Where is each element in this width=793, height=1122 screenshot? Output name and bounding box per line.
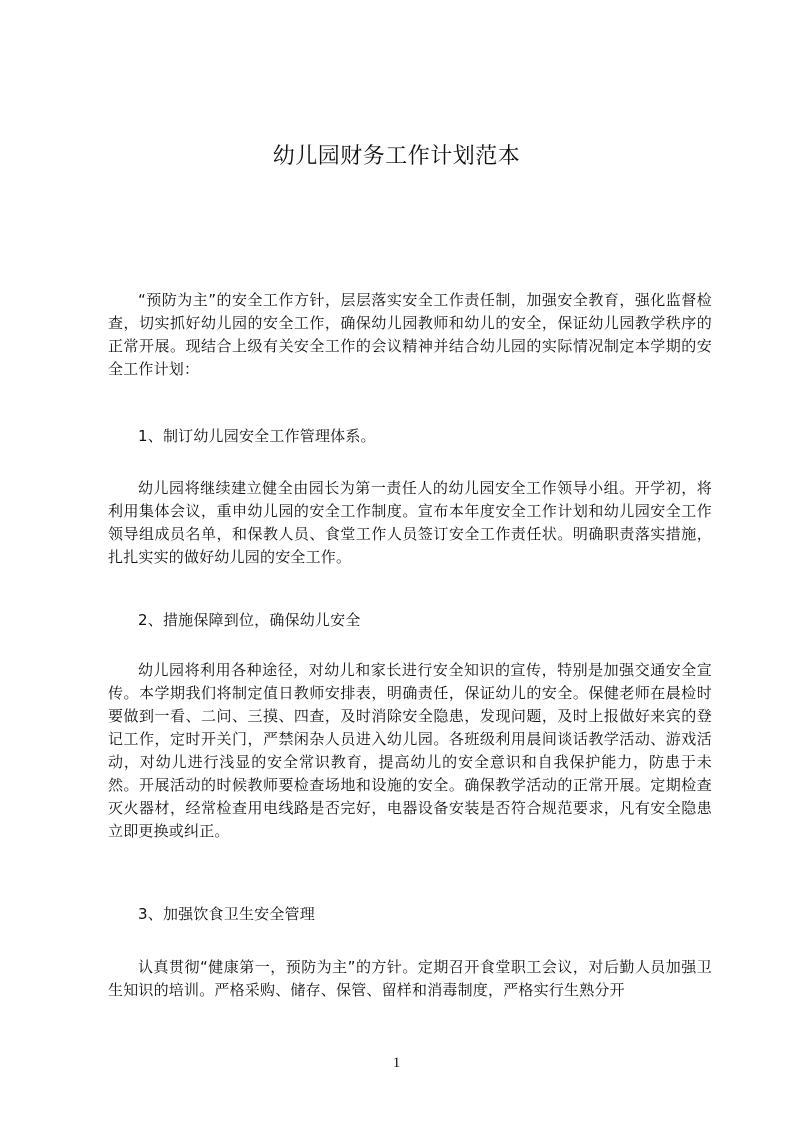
section-2-body-block (108, 659, 712, 843)
intro-paragraph-block (108, 289, 712, 381)
section-heading: 3、加强饮食卫生安全管理 (138, 905, 315, 923)
document-title: 幼儿园财务工作计划范本 (272, 144, 521, 169)
section-heading: 1、制订幼儿园安全工作管理体系。 (138, 427, 376, 445)
section-1-body-block (108, 477, 712, 569)
section-heading: 2、措施保障到位，确保幼儿安全 (138, 611, 361, 629)
section-paragraph: 幼儿园将利用各种途径，对幼儿和家长进行安全知识的宣传，特别是加强交通安全宣传。本学期我们将制定值日教师安排表，明确责任，保证幼儿的安全。保健老师在晨检时要做到一看、二问、三摸、四查，及时消除安全隐患，发现问题，及时上报做好来宾的登记工作，定时开关门，严禁闲杂人员进入幼儿园。各班级利用晨间谈话教学活动、游戏活动，对幼儿进行浅显的安全常识教育，提高幼儿的安全意识和自我保护能力，防患于未然。开展活动的时候教师要检查场地和设施的安全。确保教学活动的正常开展。定期检查灭火器材，经常检查用电线路是否完好，电器设备安装是否符合规范要求，凡有安全隐患立即更换或纠正。 (108, 661, 712, 840)
section-paragraph: 认真贯彻“健康第一，预防为主”的方针。定期召开食堂职工会议，对后勤人员加强卫生知识的培训。严格采购、储存、保管、留样和消毒制度，严格实行生熟分开 (108, 958, 712, 999)
section-3-heading-block (108, 903, 712, 926)
section-paragraph: 幼儿园将继续建立健全由园长为第一责任人的幼儿园安全工作领导小组。开学初，将利用集体会议，重申幼儿园的安全工作制度。宣布本年度安全工作计划和幼儿园安全工作领导组成员名单，和保教人员、食堂工作人员签订安全工作责任状。明确职责落实措施，扎扎实实的做好幼儿园的安全工作。 (108, 479, 712, 566)
section-3-body-block (108, 956, 712, 1002)
section-1-heading-block (108, 425, 712, 448)
page-number: 1 (392, 1055, 401, 1071)
intro-paragraph: “预防为主”的安全工作方针，层层落实安全工作责任制，加强安全教育，强化监督检查，切实抓好幼儿园的安全工作，确保幼儿园教师和幼儿的安全，保证幼儿园教学秩序的正常开展。现结合上级有关安全工作的会议精神并结合幼儿园的实际情况制定本学期的安全工作计划： (108, 291, 712, 378)
section-2-heading-block (108, 609, 712, 632)
